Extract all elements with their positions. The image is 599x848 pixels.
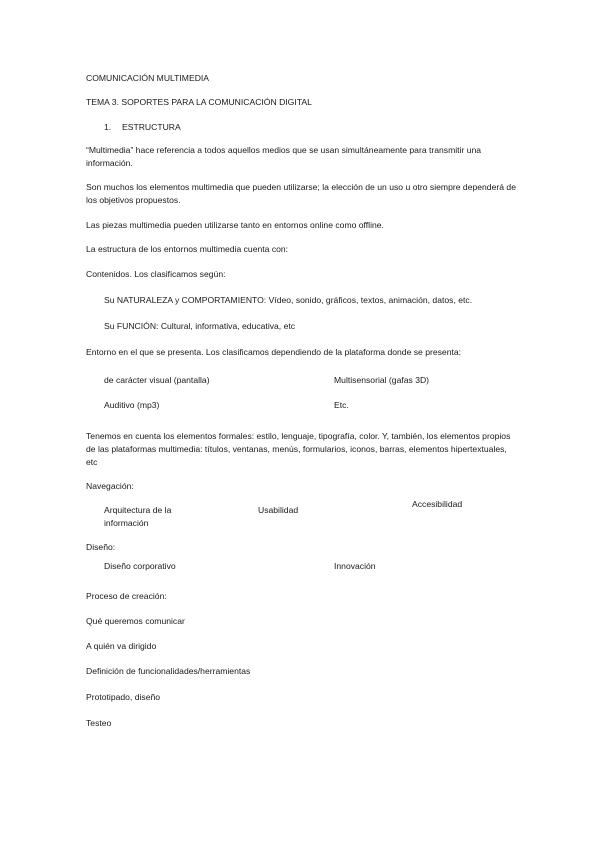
contenidos-label: Contenidos. Los clasificamos según: bbox=[86, 269, 226, 279]
proceso-step-1: Qué queremos comunicar bbox=[86, 616, 185, 626]
paragraph-formal-elements: Tenemos en cuenta los elementos formales: estilo, lenguaje, tipografía, color. Y, también, los elementos propios de las plataformas multimedia: títulos, ventanas, menús, formularios, iconos, barras, elementos hipertextuales, etc bbox=[86, 431, 511, 467]
proceso-step-3: Definición de funcionalidades/herramientas bbox=[86, 666, 251, 676]
proceso-step-5: Testeo bbox=[86, 718, 112, 728]
diseno-corporativo: Diseño corporativo bbox=[104, 561, 176, 571]
nav-usabilidad: Usabilidad bbox=[258, 505, 299, 515]
proceso-step-4: Prototipado, diseño bbox=[86, 692, 161, 702]
paragraph-multimedia-definition: “Multimedia” hace referencia a todos aquellos medios que se usan simultáneamente para transmitir una información. bbox=[86, 145, 482, 168]
diseno-innovacion: Innovación bbox=[334, 561, 376, 571]
document-header: COMUNICACIÓN MULTIMEDIA bbox=[86, 73, 210, 83]
entorno-auditivo: Auditivo (mp3) bbox=[104, 400, 160, 410]
entorno-label: Entorno en el que se presenta. Los clasificamos dependiendo de la plataforma donde se presenta: bbox=[86, 347, 462, 357]
paragraph-online-offline: Las piezas multimedia pueden utilizarse tanto en entornos online como offline. bbox=[86, 220, 384, 230]
proceso-label: Proceso de creación: bbox=[86, 591, 167, 601]
nav-arquitectura: Arquitectura de la información bbox=[104, 505, 172, 528]
paragraph-elements: Son muchos los elementos multimedia que pueden utilizarse; la elección de un uso u otro siempre dependerá de los objetivos propuestos. bbox=[86, 182, 516, 205]
paragraph-structure: La estructura de los entornos multimedia cuenta con: bbox=[86, 244, 289, 254]
navegacion-label: Navegación: bbox=[86, 481, 134, 491]
contenidos-naturaleza: Su NATURALEZA y COMPORTAMIENTO: Vídeo, sonido, gráficos, textos, animación, datos, etc. bbox=[104, 295, 473, 305]
diseno-label: Diseño: bbox=[86, 542, 116, 552]
entorno-multisensorial: Multisensorial (gafas 3D) bbox=[334, 375, 430, 385]
entorno-etc: Etc. bbox=[334, 400, 349, 410]
section-number: 1. bbox=[104, 122, 112, 132]
topic-title: TEMA 3. SOPORTES PARA LA COMUNICACIÓN DIGITAL bbox=[86, 97, 312, 107]
nav-accesibilidad: Accesibilidad bbox=[412, 499, 463, 509]
proceso-step-2: A quién va dirigido bbox=[86, 641, 157, 651]
contenidos-funcion: Su FUNCIÓN: Cultural, informativa, educativa, etc bbox=[104, 321, 296, 331]
section-title: ESTRUCTURA bbox=[122, 122, 181, 132]
entorno-visual: de carácter visual (pantalla) bbox=[104, 375, 210, 385]
